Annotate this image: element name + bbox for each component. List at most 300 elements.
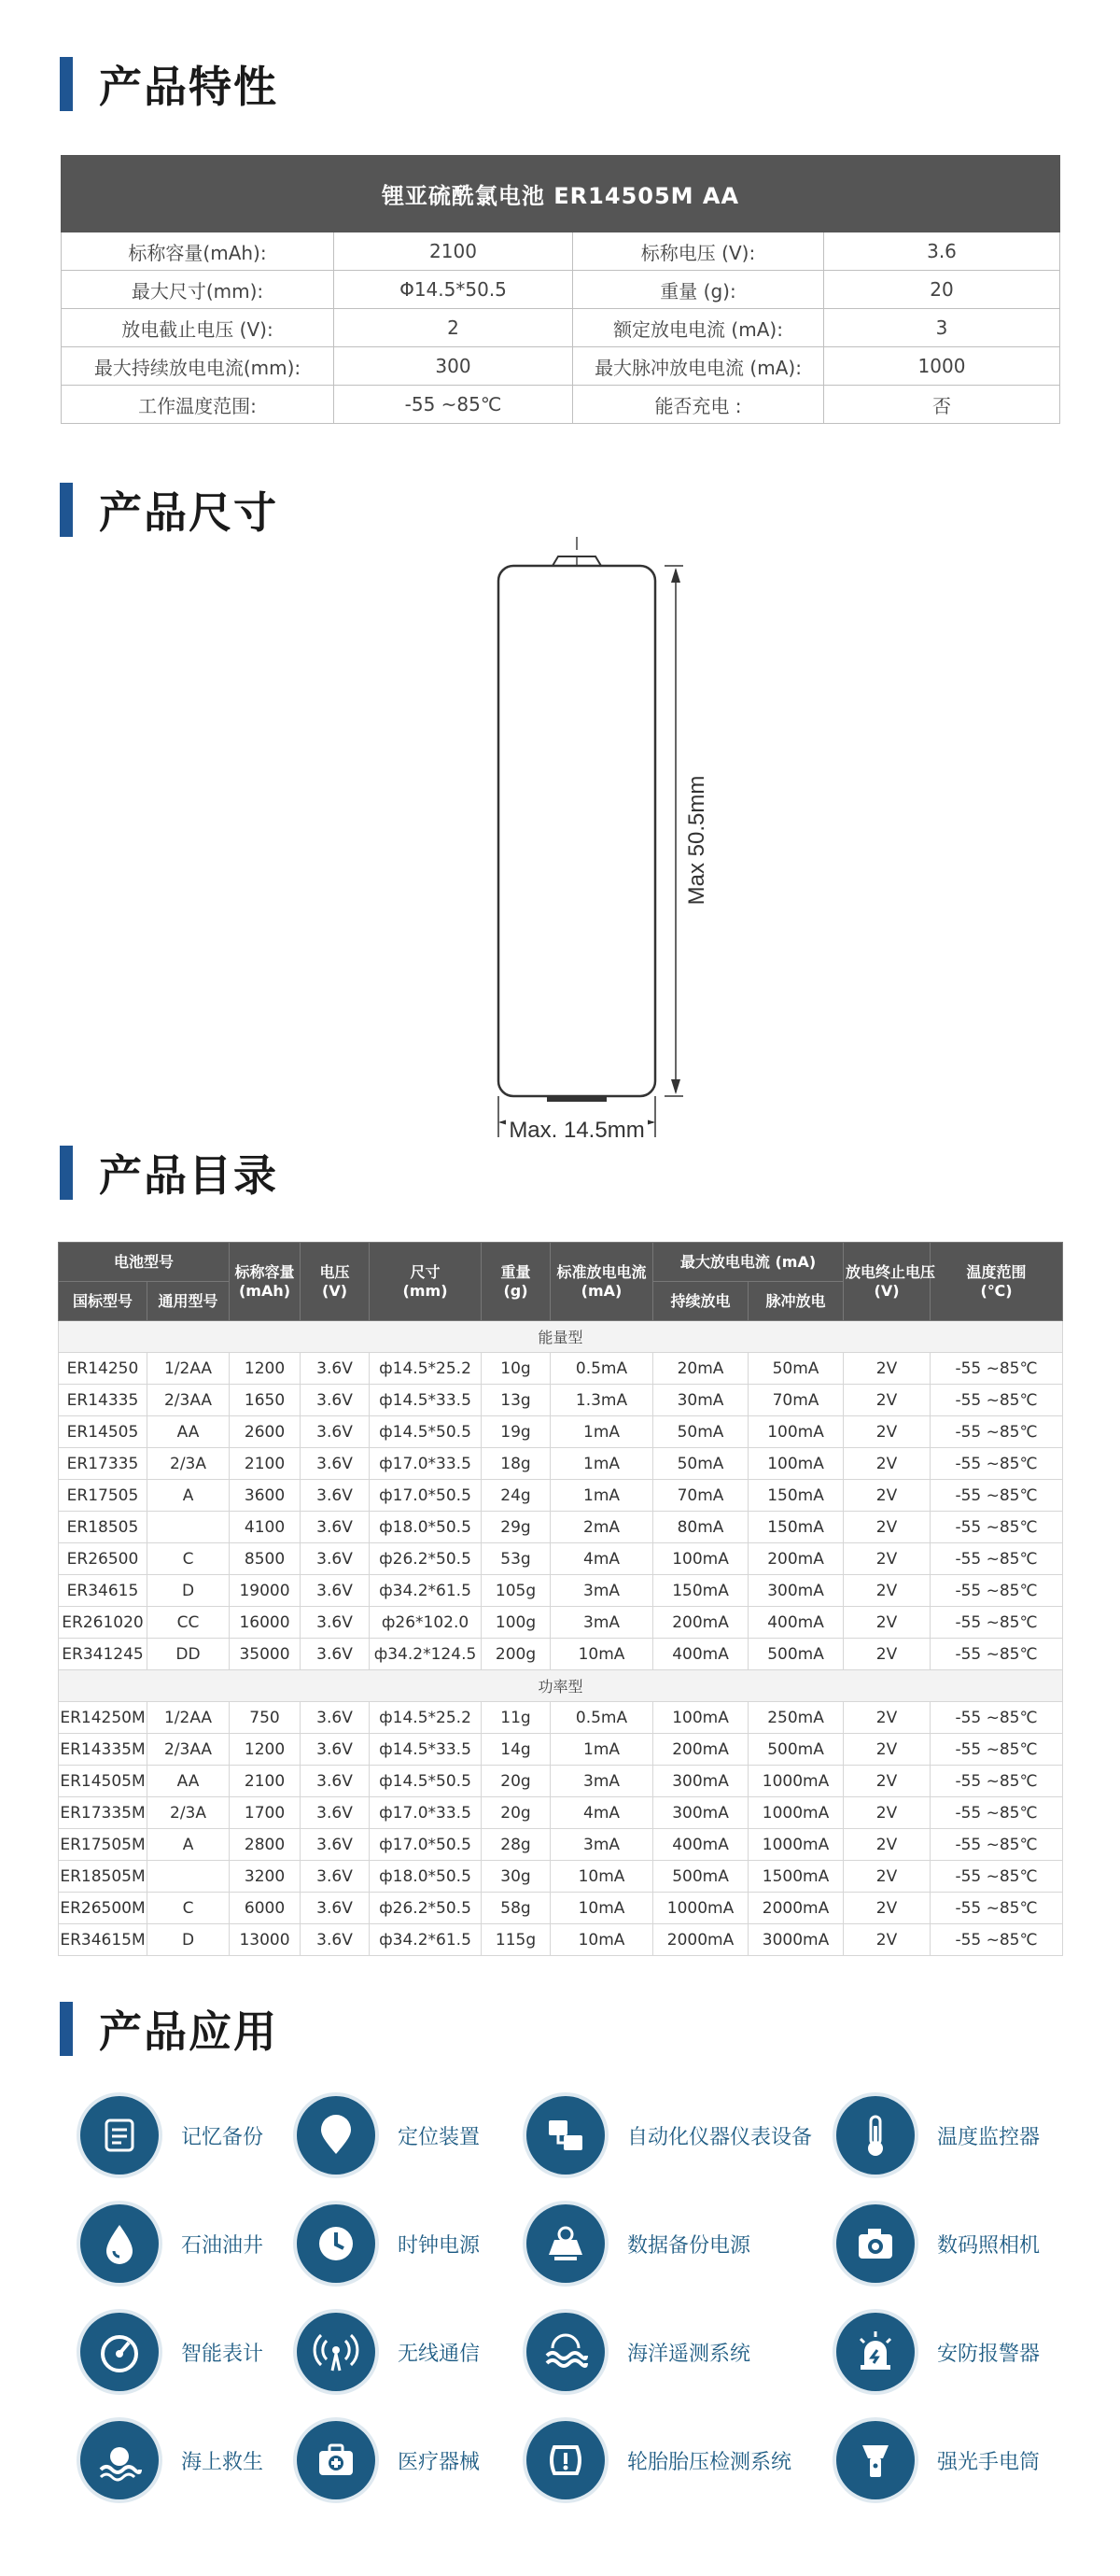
table-cell: 200mA: [653, 1607, 749, 1639]
table-cell: 500mA: [749, 1639, 844, 1670]
table-row: [59, 1512, 1063, 1543]
table-cell: 400mA: [653, 1829, 749, 1861]
table-cell: ER14505M: [59, 1766, 147, 1797]
table-cell: D: [147, 1924, 230, 1956]
table-cell: ф26.2*50.5: [370, 1893, 482, 1924]
table-cell: -55 ~85℃: [931, 1607, 1063, 1639]
table-cell: ф14.5*50.5: [370, 1766, 482, 1797]
table-cell: 3.6V: [301, 1734, 370, 1766]
table-cell: ф17.0*50.5: [370, 1829, 482, 1861]
col-header-voltage: [301, 1243, 370, 1321]
title-accent-bar: [60, 1146, 73, 1200]
table-row: [59, 1893, 1063, 1924]
table-cell: -55 ~85℃: [931, 1575, 1063, 1607]
col-header-std-current: [551, 1243, 653, 1321]
table-cell: 2/3A: [147, 1448, 230, 1480]
table-cell: -55 ~85℃: [931, 1702, 1063, 1734]
table-cell: 2/3AA: [147, 1734, 230, 1766]
group-label: 功率型: [59, 1670, 1063, 1702]
table-cell: 2100: [230, 1448, 301, 1480]
col-header-pulse: 脉冲放电: [749, 1282, 844, 1321]
table-cell: 1mA: [551, 1734, 653, 1766]
table-cell: C: [147, 1543, 230, 1575]
automation-instrument-icon: [526, 2096, 605, 2175]
col-header-temp: [931, 1243, 1063, 1321]
col-header-weight: [482, 1243, 551, 1321]
header-voltage-text: 电压: [319, 1262, 350, 1281]
application-item: [297, 2313, 480, 2391]
table-cell: 2000mA: [749, 1893, 844, 1924]
table-cell: 2V: [844, 1385, 931, 1416]
table-cell: ф17.0*33.5: [370, 1448, 482, 1480]
table-cell: 11g: [482, 1702, 551, 1734]
table-cell: ER14250: [59, 1353, 147, 1385]
table-row: [59, 1607, 1063, 1639]
col-header-max-current: 最大放电电流 (mA): [653, 1243, 844, 1282]
table-cell: 3.6V: [301, 1448, 370, 1480]
table-cell: 100mA: [653, 1543, 749, 1575]
table-cell: AA: [147, 1766, 230, 1797]
col-header-national: 国标型号: [59, 1282, 147, 1321]
table-row: [59, 1543, 1063, 1575]
table-cell: 3.6V: [301, 1543, 370, 1575]
table-cell: ф14.5*33.5: [370, 1734, 482, 1766]
header-cutoff-text: 放电终止电压: [846, 1262, 936, 1281]
application-item: [80, 2313, 263, 2391]
col-header-model: 电池型号: [59, 1243, 230, 1282]
spec-label: 能否充电 :: [573, 386, 824, 424]
table-row: [59, 1353, 1063, 1385]
table-cell: 1mA: [551, 1448, 653, 1480]
table-cell: 150mA: [653, 1575, 749, 1607]
spec-row: [62, 271, 1060, 309]
table-cell: 3.6V: [301, 1766, 370, 1797]
table-cell: ф26*102.0: [370, 1607, 482, 1639]
height-label: Max 50.5mm: [684, 775, 709, 906]
spec-row: [62, 347, 1060, 386]
table-cell: 3.6V: [301, 1861, 370, 1893]
table-cell: ф17.0*33.5: [370, 1797, 482, 1829]
table-cell: CC: [147, 1607, 230, 1639]
table-cell: ER34615M: [59, 1924, 147, 1956]
table-cell: 3000mA: [749, 1924, 844, 1956]
col-header-capacity: [230, 1243, 301, 1321]
table-row: [59, 1385, 1063, 1416]
header-std-current-unit: (mA): [581, 1281, 623, 1300]
table-cell: -55 ~85℃: [931, 1766, 1063, 1797]
table-cell: 1mA: [551, 1416, 653, 1448]
table-cell: ф14.5*25.2: [370, 1353, 482, 1385]
spec-label: 放电截止电压 (V):: [62, 309, 334, 347]
gauge-icon: [80, 2313, 159, 2391]
table-cell: ER14335M: [59, 1734, 147, 1766]
table-row: [59, 1829, 1063, 1861]
application-label: 海洋遥测系统: [627, 2342, 751, 2366]
header-voltage-unit: (V): [322, 1281, 348, 1300]
table-cell: C: [147, 1893, 230, 1924]
table-cell: 10mA: [551, 1893, 653, 1924]
table-row: [59, 1480, 1063, 1512]
application-item: [80, 2096, 263, 2175]
table-cell: 750: [230, 1702, 301, 1734]
table-cell: DD: [147, 1639, 230, 1670]
width-label: Max. 14.5mm: [509, 1118, 645, 1143]
header-std-current-text: 标准放电电流: [556, 1262, 647, 1281]
spec-value: 3: [824, 309, 1060, 347]
table-cell: 2V: [844, 1861, 931, 1893]
table-cell: 19g: [482, 1416, 551, 1448]
table-cell: 29g: [482, 1512, 551, 1543]
application-item: [526, 2421, 791, 2499]
table-cell: 3mA: [551, 1575, 653, 1607]
clock-icon: [297, 2204, 375, 2283]
application-item: [526, 2096, 812, 2175]
table-cell: 50mA: [749, 1353, 844, 1385]
table-cell: A: [147, 1480, 230, 1512]
table-cell: A: [147, 1829, 230, 1861]
table-cell: 70mA: [653, 1480, 749, 1512]
table-cell: ER17505: [59, 1480, 147, 1512]
table-cell: 1/2AA: [147, 1702, 230, 1734]
catalog-body: [59, 1321, 1063, 1956]
table-cell: 300mA: [653, 1766, 749, 1797]
medical-kit-icon: [297, 2421, 375, 2499]
table-cell: -55 ~85℃: [931, 1797, 1063, 1829]
spec-label: 标称容量(mAh):: [62, 232, 334, 271]
title-accent-bar: [60, 483, 73, 537]
spec-label: 标称电压 (V):: [573, 232, 824, 271]
col-header-common: 通用型号: [147, 1282, 230, 1321]
battery-body: [498, 566, 655, 1096]
title-accent-bar: [60, 57, 73, 111]
application-item: [836, 2096, 1040, 2175]
spec-table: [61, 155, 1060, 424]
table-row: [59, 1702, 1063, 1734]
table-cell: -55 ~85℃: [931, 1893, 1063, 1924]
table-cell: 2V: [844, 1448, 931, 1480]
table-cell: 2V: [844, 1416, 931, 1448]
table-cell: 2800: [230, 1829, 301, 1861]
table-cell: 2V: [844, 1797, 931, 1829]
table-cell: 200mA: [749, 1543, 844, 1575]
table-cell: ф14.5*25.2: [370, 1702, 482, 1734]
catalog-table: [58, 1242, 1063, 1956]
table-cell: 50mA: [653, 1416, 749, 1448]
table-cell: ER261020: [59, 1607, 147, 1639]
table-cell: 500mA: [749, 1734, 844, 1766]
table-cell: 1.3mA: [551, 1385, 653, 1416]
title-accent-bar: [60, 2002, 73, 2056]
table-cell: -55 ~85℃: [931, 1734, 1063, 1766]
table-cell: 2V: [844, 1924, 931, 1956]
application-item: [80, 2204, 263, 2283]
table-cell: 2V: [844, 1543, 931, 1575]
application-item: [526, 2313, 750, 2391]
table-cell: 2100: [230, 1766, 301, 1797]
table-cell: 20g: [482, 1797, 551, 1829]
header-size-unit: (mm): [402, 1281, 448, 1300]
table-cell: ER18505: [59, 1512, 147, 1543]
table-cell: 3.6V: [301, 1416, 370, 1448]
section-title-text: 产品目录: [99, 1150, 278, 1201]
table-cell: 2mA: [551, 1512, 653, 1543]
table-cell: 2V: [844, 1893, 931, 1924]
section-title-dimensions: [60, 480, 278, 540]
table-cell: ER26500M: [59, 1893, 147, 1924]
table-cell: 150mA: [749, 1512, 844, 1543]
table-cell: 2000mA: [653, 1924, 749, 1956]
table-cell: 1000mA: [749, 1766, 844, 1797]
table-cell: 500mA: [653, 1861, 749, 1893]
table-cell: ER14335: [59, 1385, 147, 1416]
table-cell: -55 ~85℃: [931, 1480, 1063, 1512]
battery-dimension-drawing: [485, 532, 728, 1148]
table-cell: 3.6V: [301, 1893, 370, 1924]
table-row: [59, 1639, 1063, 1670]
table-cell: 1700: [230, 1797, 301, 1829]
group-row: [59, 1321, 1063, 1353]
table-cell: 2V: [844, 1353, 931, 1385]
spec-label: 工作温度范围:: [62, 386, 334, 424]
table-cell: 24g: [482, 1480, 551, 1512]
table-cell: 2V: [844, 1702, 931, 1734]
col-header-cutoff: [844, 1243, 936, 1321]
table-cell: 400mA: [749, 1607, 844, 1639]
section-title-text: 产品特性: [99, 62, 278, 112]
table-cell: 3600: [230, 1480, 301, 1512]
spec-value: 1000: [824, 347, 1060, 386]
table-cell: ф34.2*61.5: [370, 1924, 482, 1956]
table-row: [59, 1416, 1063, 1448]
table-cell: 3mA: [551, 1766, 653, 1797]
table-cell: AA: [147, 1416, 230, 1448]
application-label: 石油油井: [181, 2233, 264, 2258]
spec-value: Φ14.5*50.5: [334, 271, 573, 309]
table-cell: 4mA: [551, 1797, 653, 1829]
section-title-catalog: [60, 1143, 278, 1203]
col-header-continuous: 持续放电: [653, 1282, 749, 1321]
table-cell: 0.5mA: [551, 1353, 653, 1385]
spec-table-header: [62, 156, 1060, 232]
thermometer-icon: [836, 2096, 915, 2175]
table-cell: 4mA: [551, 1543, 653, 1575]
table-cell: 115g: [482, 1924, 551, 1956]
table-cell: -55 ~85℃: [931, 1448, 1063, 1480]
table-cell: ф34.2*61.5: [370, 1575, 482, 1607]
table-cell: 3200: [230, 1861, 301, 1893]
data-backup-icon: [526, 2204, 605, 2283]
table-cell: ER26500: [59, 1543, 147, 1575]
table-cell: 16000: [230, 1607, 301, 1639]
table-cell: 35000: [230, 1639, 301, 1670]
table-cell: 100g: [482, 1607, 551, 1639]
table-cell: 1/2AA: [147, 1353, 230, 1385]
table-cell: 400mA: [653, 1639, 749, 1670]
table-cell: ф14.5*50.5: [370, 1416, 482, 1448]
alarm-icon: [836, 2313, 915, 2391]
table-cell: 58g: [482, 1893, 551, 1924]
table-cell: 1200: [230, 1353, 301, 1385]
tire-pressure-icon: [526, 2421, 605, 2499]
application-item: [297, 2204, 480, 2283]
wireless-tower-icon: [297, 2313, 375, 2391]
table-cell: 13g: [482, 1385, 551, 1416]
spec-row: [62, 386, 1060, 424]
arrow-up: [671, 568, 680, 583]
table-cell: 1500mA: [749, 1861, 844, 1893]
application-label: 安防报警器: [937, 2342, 1041, 2366]
spec-value: 3.6: [824, 232, 1060, 271]
section-title-applications: [60, 1999, 278, 2059]
oil-drop-icon: [80, 2204, 159, 2283]
table-cell: 1000mA: [749, 1797, 844, 1829]
table-cell: ER34615: [59, 1575, 147, 1607]
table-row: [59, 1575, 1063, 1607]
application-item: [526, 2204, 750, 2283]
table-cell: 150mA: [749, 1480, 844, 1512]
table-cell: 13000: [230, 1924, 301, 1956]
application-item: [297, 2096, 480, 2175]
table-cell: 1650: [230, 1385, 301, 1416]
application-label: 记忆备份: [181, 2125, 264, 2149]
application-label: 强光手电筒: [937, 2450, 1041, 2474]
table-cell: 100mA: [749, 1416, 844, 1448]
application-label: 轮胎胎压检测系统: [627, 2450, 792, 2474]
header-weight-unit: (g): [503, 1281, 528, 1300]
table-cell: 3mA: [551, 1607, 653, 1639]
table-cell: -55 ~85℃: [931, 1512, 1063, 1543]
application-label: 时钟电源: [398, 2233, 481, 2258]
application-label: 自动化仪器仪表设备: [627, 2125, 813, 2149]
table-cell: 2V: [844, 1639, 931, 1670]
header-weight-text: 重量: [500, 1262, 531, 1281]
flashlight-icon: [836, 2421, 915, 2499]
table-cell: D: [147, 1575, 230, 1607]
table-cell: 10mA: [551, 1861, 653, 1893]
spec-label: 最大脉冲放电电流 (mA):: [573, 347, 824, 386]
application-label: 智能表计: [181, 2342, 264, 2366]
arrow-down: [671, 1079, 680, 1094]
section-title-text: 产品应用: [99, 2006, 278, 2057]
spec-value: 否: [824, 386, 1060, 424]
table-cell: 2V: [844, 1734, 931, 1766]
table-cell: 3.6V: [301, 1829, 370, 1861]
ocean-wave-icon: [526, 2313, 605, 2391]
table-cell: 200mA: [653, 1734, 749, 1766]
table-row: [59, 1924, 1063, 1956]
table-row: [59, 1861, 1063, 1893]
table-cell: 3.6V: [301, 1480, 370, 1512]
header-cutoff-unit: (V): [874, 1281, 900, 1300]
table-cell: 300mA: [653, 1797, 749, 1829]
table-cell: -55 ~85℃: [931, 1829, 1063, 1861]
table-cell: 3.6V: [301, 1702, 370, 1734]
table-cell: 8500: [230, 1543, 301, 1575]
application-label: 医疗器械: [398, 2450, 481, 2474]
spec-label: 重量 (g):: [573, 271, 824, 309]
table-cell: 30g: [482, 1861, 551, 1893]
sea-rescue-icon: [80, 2421, 159, 2499]
table-cell: 20mA: [653, 1353, 749, 1385]
table-cell: 3.6V: [301, 1639, 370, 1670]
table-cell: 105g: [482, 1575, 551, 1607]
table-cell: 1000mA: [653, 1893, 749, 1924]
header-temp-text: 温度范围: [966, 1262, 1027, 1281]
application-item: [80, 2421, 263, 2499]
table-cell: 3mA: [551, 1829, 653, 1861]
application-label: 数据备份电源: [627, 2233, 751, 2258]
table-cell: 2V: [844, 1766, 931, 1797]
table-cell: 6000: [230, 1893, 301, 1924]
spec-label: 额定放电电流 (mA):: [573, 309, 824, 347]
table-cell: 2V: [844, 1575, 931, 1607]
table-cell: ф14.5*33.5: [370, 1385, 482, 1416]
table-cell: 300mA: [749, 1575, 844, 1607]
table-cell: 10mA: [551, 1924, 653, 1956]
table-cell: 100mA: [653, 1702, 749, 1734]
table-cell: 10mA: [551, 1639, 653, 1670]
table-cell: 3.6V: [301, 1607, 370, 1639]
table-cell: 10g: [482, 1353, 551, 1385]
table-cell: 80mA: [653, 1512, 749, 1543]
table-cell: -55 ~85℃: [931, 1353, 1063, 1385]
table-cell: 3.6V: [301, 1512, 370, 1543]
header-temp-unit: (℃): [980, 1281, 1013, 1300]
table-cell: ф17.0*50.5: [370, 1480, 482, 1512]
table-row: [59, 1797, 1063, 1829]
group-label: 能量型: [59, 1321, 1063, 1353]
table-cell: 3.6V: [301, 1575, 370, 1607]
table-cell: 3.6V: [301, 1797, 370, 1829]
table-cell: 2/3A: [147, 1797, 230, 1829]
table-cell: 100mA: [749, 1448, 844, 1480]
catalog-header-row: [59, 1243, 1063, 1282]
table-cell: 1000mA: [749, 1829, 844, 1861]
application-label: 数码照相机: [937, 2233, 1041, 2258]
spec-value: 300: [334, 347, 573, 386]
header-size-text: 尺寸: [410, 1262, 441, 1281]
table-cell: 2V: [844, 1829, 931, 1861]
table-cell: 2V: [844, 1512, 931, 1543]
table-cell: -55 ~85℃: [931, 1924, 1063, 1956]
table-cell: -55 ~85℃: [931, 1543, 1063, 1575]
table-cell: 1mA: [551, 1480, 653, 1512]
table-row: [59, 1766, 1063, 1797]
table-cell: -55 ~85℃: [931, 1861, 1063, 1893]
table-cell: ф18.0*50.5: [370, 1512, 482, 1543]
table-cell: ER14505: [59, 1416, 147, 1448]
table-cell: 19000: [230, 1575, 301, 1607]
spec-label: 最大持续放电电流(mm):: [62, 347, 334, 386]
table-cell: 200g: [482, 1639, 551, 1670]
table-cell: ER14250M: [59, 1702, 147, 1734]
group-row: [59, 1670, 1063, 1702]
table-cell: -55 ~85℃: [931, 1416, 1063, 1448]
application-label: 定位装置: [398, 2125, 481, 2149]
application-item: [297, 2421, 480, 2499]
table-cell: ER17505M: [59, 1829, 147, 1861]
table-cell: ER18505M: [59, 1861, 147, 1893]
memory-backup-icon: [80, 2096, 159, 2175]
spec-value: 2100: [334, 232, 573, 271]
col-header-size: [370, 1243, 482, 1321]
application-label: 海上救生: [181, 2450, 264, 2474]
application-label: 无线通信: [398, 2342, 481, 2366]
header-capacity-text: 标称容量: [234, 1262, 295, 1281]
spec-label: 最大尺寸(mm):: [62, 271, 334, 309]
table-cell: 4100: [230, 1512, 301, 1543]
table-cell: ER17335: [59, 1448, 147, 1480]
